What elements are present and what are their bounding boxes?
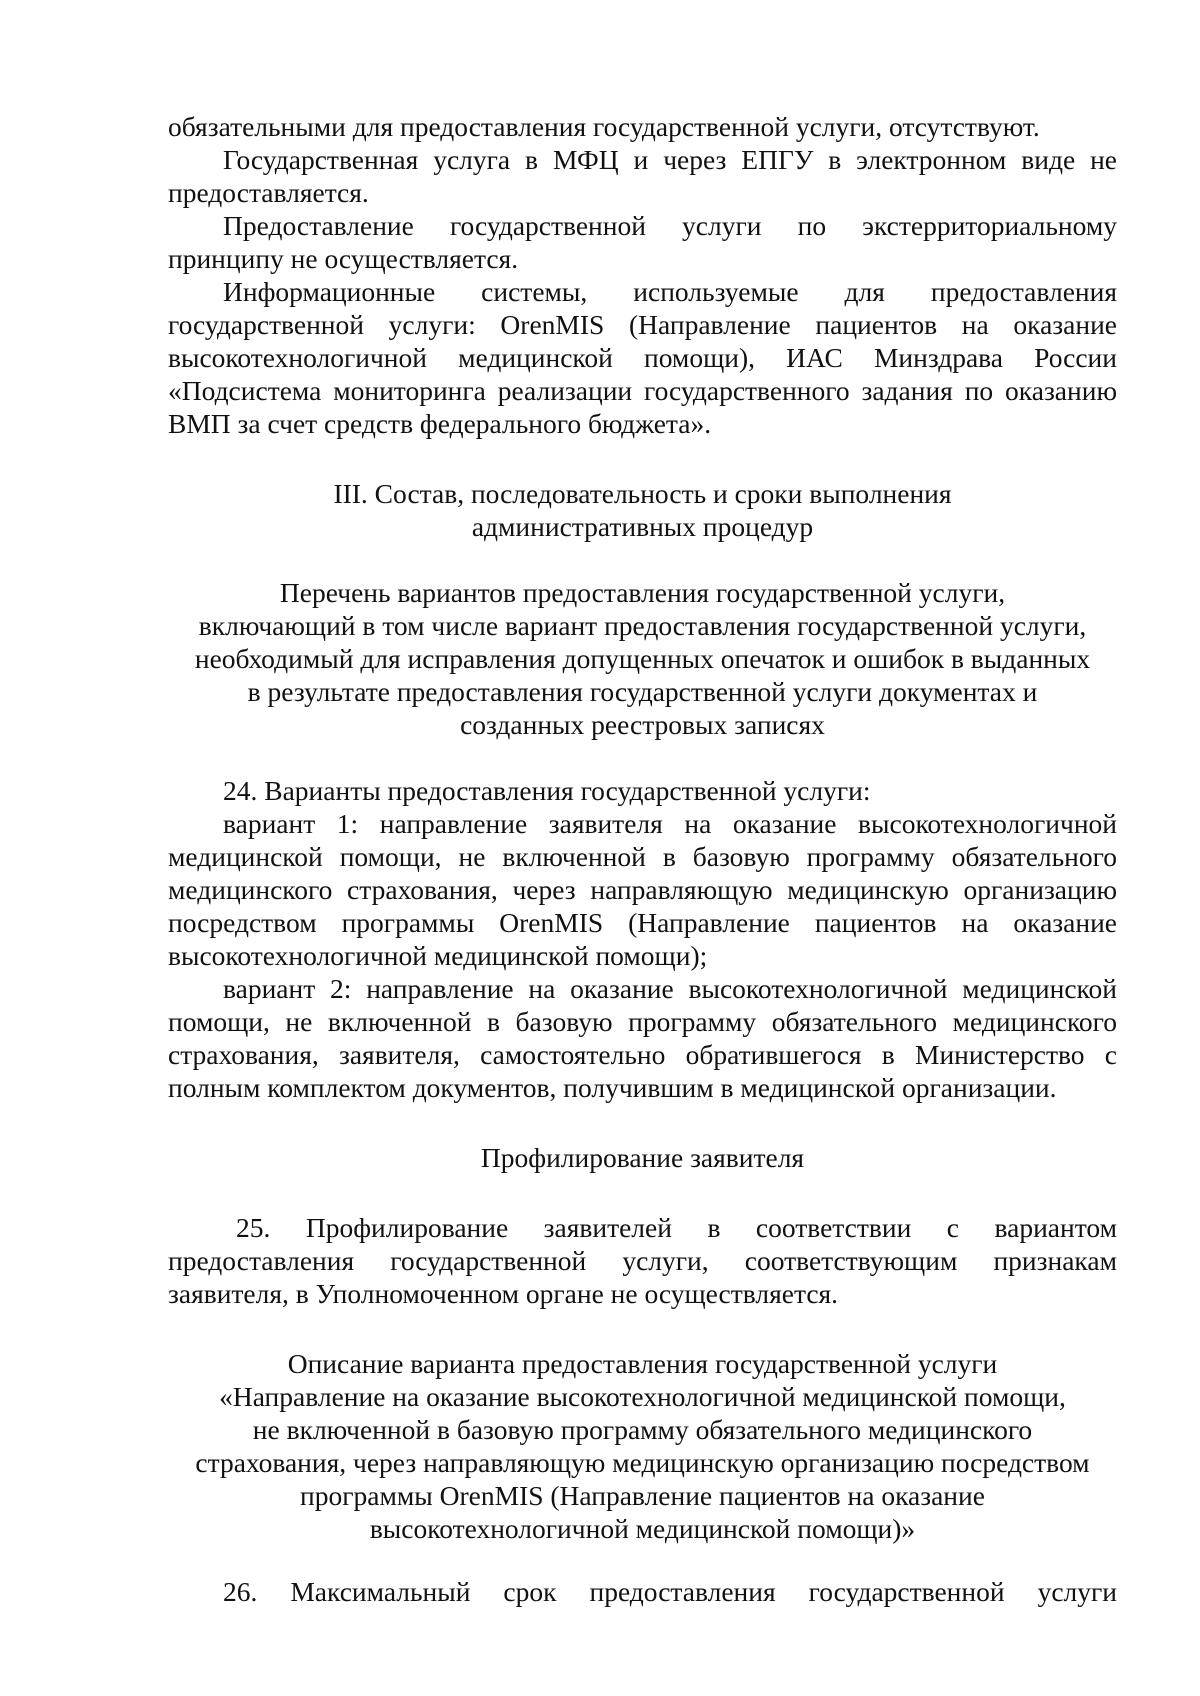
- description-heading-line: Описание варианта предоставления государственной услуги: [287, 1348, 998, 1379]
- variant-description-heading: [168, 1347, 1117, 1545]
- document-page: [168, 110, 1117, 1608]
- description-heading-line: страхования, через направляющую медицинскую организацию посредством: [195, 1447, 1090, 1478]
- profiling-heading: Профилирование заявителя: [480, 1142, 805, 1173]
- variants-heading-line: Перечень вариантов предоставления государственной услуги,: [279, 577, 1006, 608]
- item-24-variant-2: вариант 2: направление на оказание высокотехнологичной медицинской помощи, не включенной в базовую программу обязательного медицинского страхования, заявителя, самостоятельно обратившегося в Министерство с полным комплектом документов, получившим в медицинской организации.: [168, 973, 1117, 1103]
- variants-heading-line: созданных реестровых записях: [460, 709, 825, 740]
- item-25: 25. Профилирование заявителей в соответствии с вариантом предоставления государственной услуги, соответствующим признакам заявителя, в Уполномоченном органе не осуществляется.: [168, 1212, 1117, 1309]
- description-heading-line: не включенной в базовую программу обязательного медицинского: [252, 1414, 1033, 1445]
- paragraph-continuation: обязательными для предоставления государственной услуги, отсутствуют.: [168, 111, 1040, 142]
- description-heading-line: высокотехнологичной медицинской помощи)»: [369, 1513, 916, 1544]
- item-24-title: 24. Варианты предоставления государственной услуги:: [223, 775, 871, 806]
- item-26: 26. Максимальный срок предоставления государственной услуги: [223, 1576, 1117, 1607]
- paragraph-information-systems: Информационные системы, используемые для предоставления государственной услуги: OrenMIS (Направление пациентов на оказание высокотехнологичной медицинской помощи), ИАС Минздрава России «Подсистема мониторинга реализации государственного задания по оказанию ВМП за счет средств федерального бюджета».: [168, 276, 1117, 439]
- variants-heading-line: в результате предоставления государственной услуги документах и: [247, 676, 1038, 707]
- paragraph-mfc: Государственная услуга в МФЦ и через ЕПГУ в электронном виде не предоставляется.: [168, 144, 1117, 208]
- description-heading-line: программы OrenMIS (Направление пациентов на оказание: [300, 1480, 985, 1511]
- variants-list-heading: [168, 576, 1117, 741]
- item-24-variant-1: вариант 1: направление заявителя на оказание высокотехнологичной медицинской помощи, не включенной в базовую программу обязательного медицинского страхования, через направляющую медицинскую организацию посредством программы OrenMIS (Направление пациентов на оказание высокотехнологичной медицинской помощи);: [168, 808, 1117, 971]
- variants-heading-line: включающий в том числе вариант предоставления государственной услуги,: [198, 610, 1087, 641]
- description-heading-line: «Направление на оказание высокотехнологичной медицинской помощи,: [219, 1381, 1066, 1412]
- section-3-heading: [168, 477, 1117, 543]
- variants-heading-line: необходимый для исправления допущенных опечаток и ошибок в выданных: [194, 643, 1091, 674]
- paragraph-extraterritorial: Предоставление государственной услуги по экстерриториальному принципу не осуществляется.: [168, 210, 1117, 274]
- section-3-heading-line: административных процедур: [471, 511, 814, 542]
- section-3-heading-line: III. Состав, последовательность и сроки выполнения: [333, 478, 952, 509]
